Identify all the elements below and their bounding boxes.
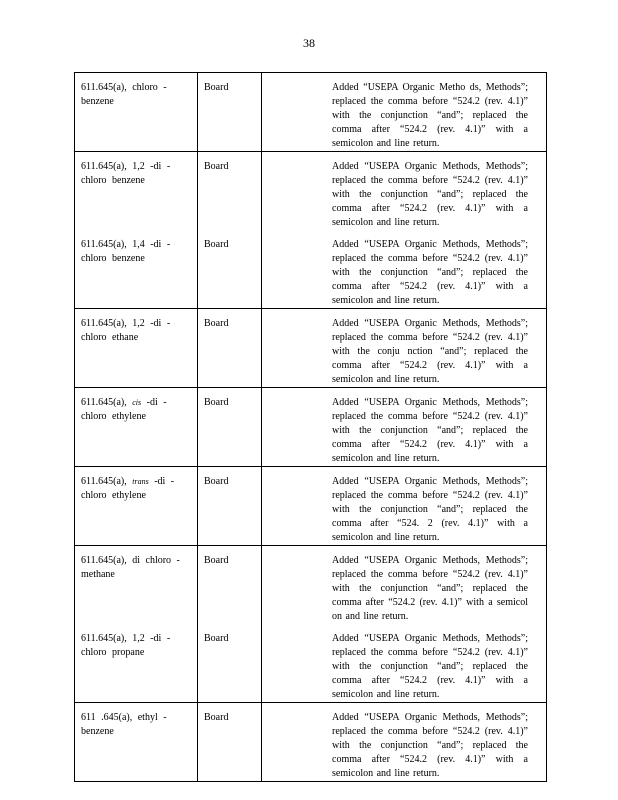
table-row <box>75 309 547 388</box>
section-suffix: -di - chloro ethylene <box>81 476 175 501</box>
changes-table <box>74 72 547 782</box>
source-cell <box>198 546 262 625</box>
source-text: Board <box>204 239 229 250</box>
change-cell <box>262 467 547 546</box>
source-text: Board <box>204 476 229 487</box>
table-row <box>75 546 547 625</box>
section-suffix: -di - chloro ethylene <box>81 397 167 422</box>
change-cell <box>262 73 547 152</box>
section-cell <box>75 152 198 231</box>
change-text: Added “USEPA Organic Methods, Methods”; replaced the comma before “524.2 (rev. 4.1)” with the conju nction “and”; replaced the comma after “524.2 (rev. 4.1)” with a semicolon and line return. <box>332 318 528 385</box>
change-text: Added “USEPA Organic Methods, Methods”; replaced the comma before “524.2 (rev. 4.1)” with the conjunction “and”; replaced the comma after “524.2 (rev. 4.1)” with a semicolon and line return. <box>332 161 528 228</box>
table-row <box>75 624 547 703</box>
section-cell <box>75 73 198 152</box>
table-row <box>75 703 547 782</box>
section-text <box>81 475 191 503</box>
source-text: Board <box>204 161 229 172</box>
table-row <box>75 467 547 546</box>
section-cell <box>75 467 198 546</box>
table-row <box>75 230 547 309</box>
change-cell <box>262 703 547 782</box>
section-text: 611 .645(a), ethyl - benzene <box>81 712 167 737</box>
section-prefix: 611.645(a), <box>81 476 127 487</box>
change-text: Added “USEPA Organic Methods, Methods”; replaced the comma before “524.2 (rev. 4.1)” with the conjunction “and”; replaced the comma after “524.2 (rev. 4.1)” with a semicolon and line return. <box>332 239 528 306</box>
source-cell <box>198 73 262 152</box>
source-cell <box>198 467 262 546</box>
change-cell <box>262 624 547 703</box>
table-row <box>75 73 547 152</box>
source-text: Board <box>204 712 229 723</box>
table-row <box>75 388 547 467</box>
section-cell <box>75 624 198 703</box>
change-cell <box>262 152 547 231</box>
section-italic: trans <box>132 477 149 486</box>
source-cell <box>198 388 262 467</box>
section-text: 611.645(a), 1,2 -di - chloro propane <box>81 633 171 658</box>
table-row <box>75 152 547 231</box>
section-cell <box>75 703 198 782</box>
source-text: Board <box>204 555 229 566</box>
change-cell <box>262 546 547 625</box>
page-number: 38 <box>303 36 315 50</box>
section-cell <box>75 388 198 467</box>
source-cell <box>198 152 262 231</box>
change-text: Added “USEPA Organic Methods, Methods”; replaced the comma before “524.2 (rev. 4.1)” with the conjunction “and”; replaced the comma after “524. 2 (rev. 4.1)” with a semicolon and line return. <box>332 476 528 543</box>
section-cell <box>75 309 198 388</box>
change-cell <box>262 309 547 388</box>
source-cell <box>198 703 262 782</box>
section-text: 611.645(a), 1,2 -di - chloro ethane <box>81 318 171 343</box>
change-text: Added “USEPA Organic Methods, Methods”; replaced the comma before “524.2 (rev. 4.1)” with the conjunction “and”; replaced the comma after “524.2 (rev. 4.1)” with a semicolon and line return. <box>332 712 528 779</box>
change-text: Added “USEPA Organic Methods, Methods”; replaced the comma before “524.2 (rev. 4.1)” with the conjunction “and”; replaced the comma after “524.2 (rev. 4.1)” with a semicolon and line return. <box>332 633 528 700</box>
source-text: Board <box>204 397 229 408</box>
change-text: Added “USEPA Organic Metho ds, Methods”; replaced the comma before “524.2 (rev. 4.1)” with the conjunction “and”; replaced the comma after “524.2 (rev. 4.1)” with a semicolon and line return. <box>332 82 528 149</box>
change-text: Added “USEPA Organic Methods, Methods”; replaced the comma before “524.2 (rev. 4.1)” with the conjunction “and”; replaced the comma after “524.2 (rev. 4.1)” with a semicolon and line return. <box>332 397 528 464</box>
source-cell <box>198 309 262 388</box>
change-cell <box>262 388 547 467</box>
section-text: 611.645(a), 1,2 -di - chloro benzene <box>81 161 171 186</box>
section-prefix: 611.645(a), <box>81 397 127 408</box>
change-cell <box>262 230 547 309</box>
section-cell <box>75 230 198 309</box>
source-cell <box>198 624 262 703</box>
section-text: 611.645(a), chloro - benzene <box>81 82 167 107</box>
section-text: 611.645(a), di chloro - methane <box>81 555 180 580</box>
section-italic: cis <box>132 398 142 407</box>
section-text: 611.645(a), 1,4 -di - chloro benzene <box>81 239 171 264</box>
source-text: Board <box>204 82 229 93</box>
source-text: Board <box>204 633 229 644</box>
source-cell <box>198 230 262 309</box>
change-text: Added “USEPA Organic Methods, Methods”; replaced the comma before “524.2 (rev. 4.1)” with the conjunction “and”; replaced the comma after “524.2 (rev. 4.1)” with a semicol on and line return. <box>332 555 528 622</box>
section-text <box>81 396 191 424</box>
section-cell <box>75 546 198 625</box>
source-text: Board <box>204 318 229 329</box>
